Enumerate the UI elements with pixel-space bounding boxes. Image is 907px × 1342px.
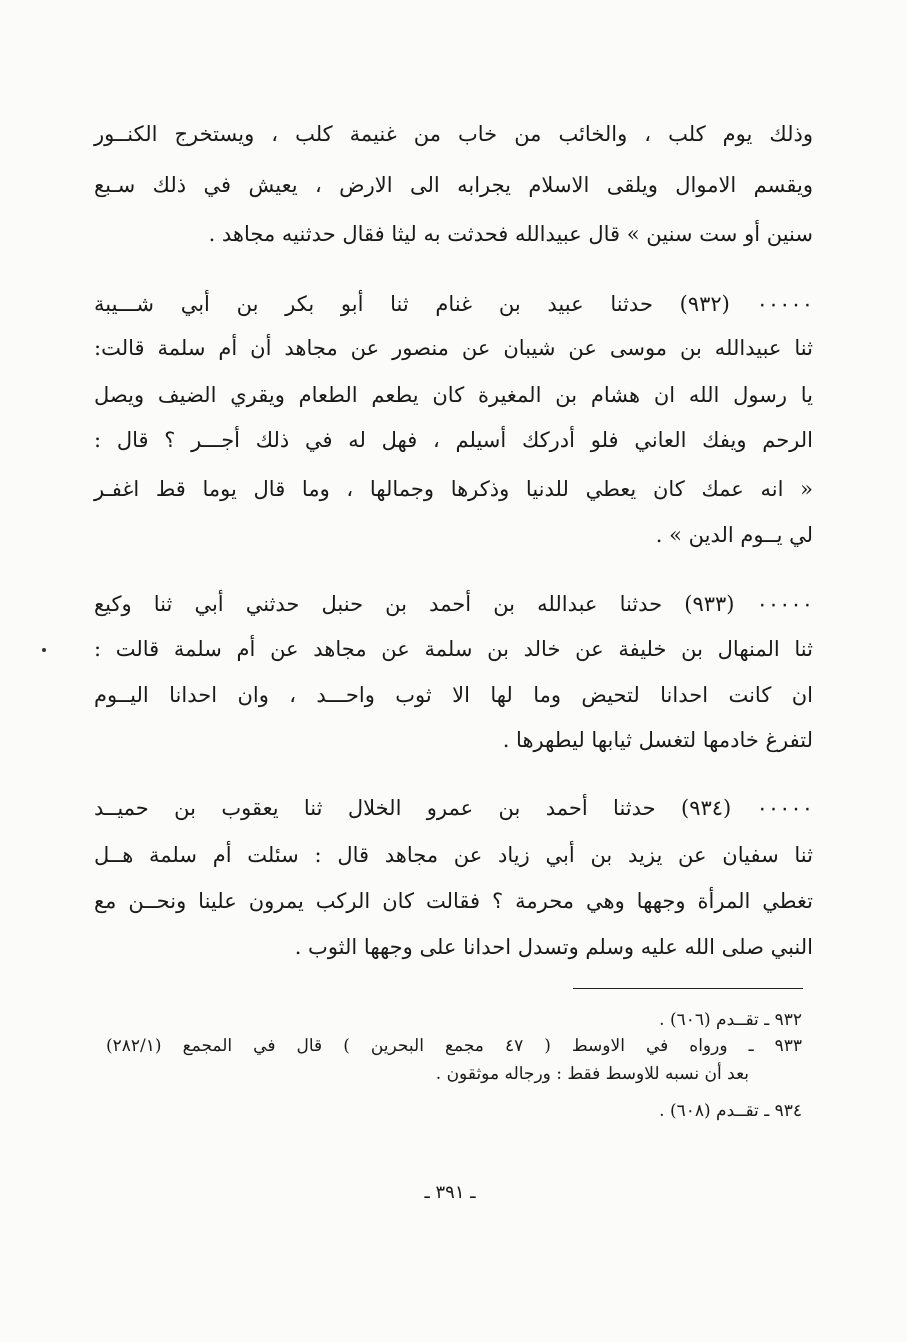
text-line: لتفرغ خادمها لتغسل ثيابها ليطهرها . [502,728,813,752]
footnote-932: ٩٣٢ ـ تقــدم (٦٠٦) . [659,1010,802,1030]
text-line: ويقسم الاموال ويلقى الاسلام يجرابه الى الارض ، يعيش في ذلك سـبع [94,173,813,197]
text-line: وذلك يوم كلب ، والخائب من خاب من غنيمة كلب ، ويستخرج الكنــور [94,122,813,146]
text-line: « انه عمك كان يعطي للدنيا وذكرها وجمالها ، وما قال يوما قط اغفـر [94,477,813,501]
text-line: ثنا سفيان عن يزيد بن أبي زياد عن مجاهد قال : سئلت أم سلمة هــل [94,843,813,867]
text-line: ٠٠٠٠٠ (٩٣٤) حدثنا أحمد بن عمرو الخلال ثنا يعقوب بن حميــد [94,796,813,820]
text-line: النبي صلى الله عليه وسلم وتسدل احدانا على وجهها الثوب . [294,935,813,959]
text-line: لي يــوم الدين » . [655,523,813,547]
text-line: ثنا عبيدالله بن موسى عن شيبان عن منصور عن مجاهد أن أم سلمة قالت: [94,336,813,360]
page-number: ـ ٣٩١ ـ [424,1182,476,1203]
footnote-934: ٩٣٤ ـ تقــدم (٦٠٨) . [659,1101,802,1121]
text-line: ثنا المنهال بن خليفة عن خالد بن سلمة عن مجاهد عن أم سلمة قالت : [94,637,813,661]
text-line: تغطي المرأة وجهها وهي محرمة ؟ فقالت كان الركب يمرون علينا ونحــن مع [94,889,813,913]
footnote-933: ٩٣٣ ـ ورواه في الاوسط ( ٤٧ مجمع البحرين ) قال في المجمع (٢٨٢/١) [106,1036,802,1056]
text-line: ان كانت احدانا لتحيض وما لها الا ثوب واحـــد ، وان احدانا اليــوم [94,683,813,707]
footnote-divider [573,988,803,989]
text-line: ٠٠٠٠٠ (٩٣٣) حدثنا عبدالله بن أحمد بن حنبل حدثني أبي ثنا وكيع [94,592,813,616]
text-line: الرحم ويفك العاني فلو أدركك أسيلم ، فهل له في ذلك أجـــر ؟ قال : [94,428,813,452]
text-line: سنين أو ست سنين » قال عبيدالله فحدثت به ليثا فقال حدثنيه مجاهد . [208,222,813,246]
footnote-933-continued: بعد أن نسبه للاوسط فقط : ورجاله موثقون . [435,1064,749,1084]
text-line: يا رسول الله ان هشام بن المغيرة كان يطعم الطعام ويقري الضيف ويصل [94,383,813,407]
text-line: ٠٠٠٠٠ (٩٣٢) حدثنا عبيد بن غنام ثنا أبو بكر بن أبي شـــيبة [94,292,813,316]
scan-speck [42,648,46,652]
